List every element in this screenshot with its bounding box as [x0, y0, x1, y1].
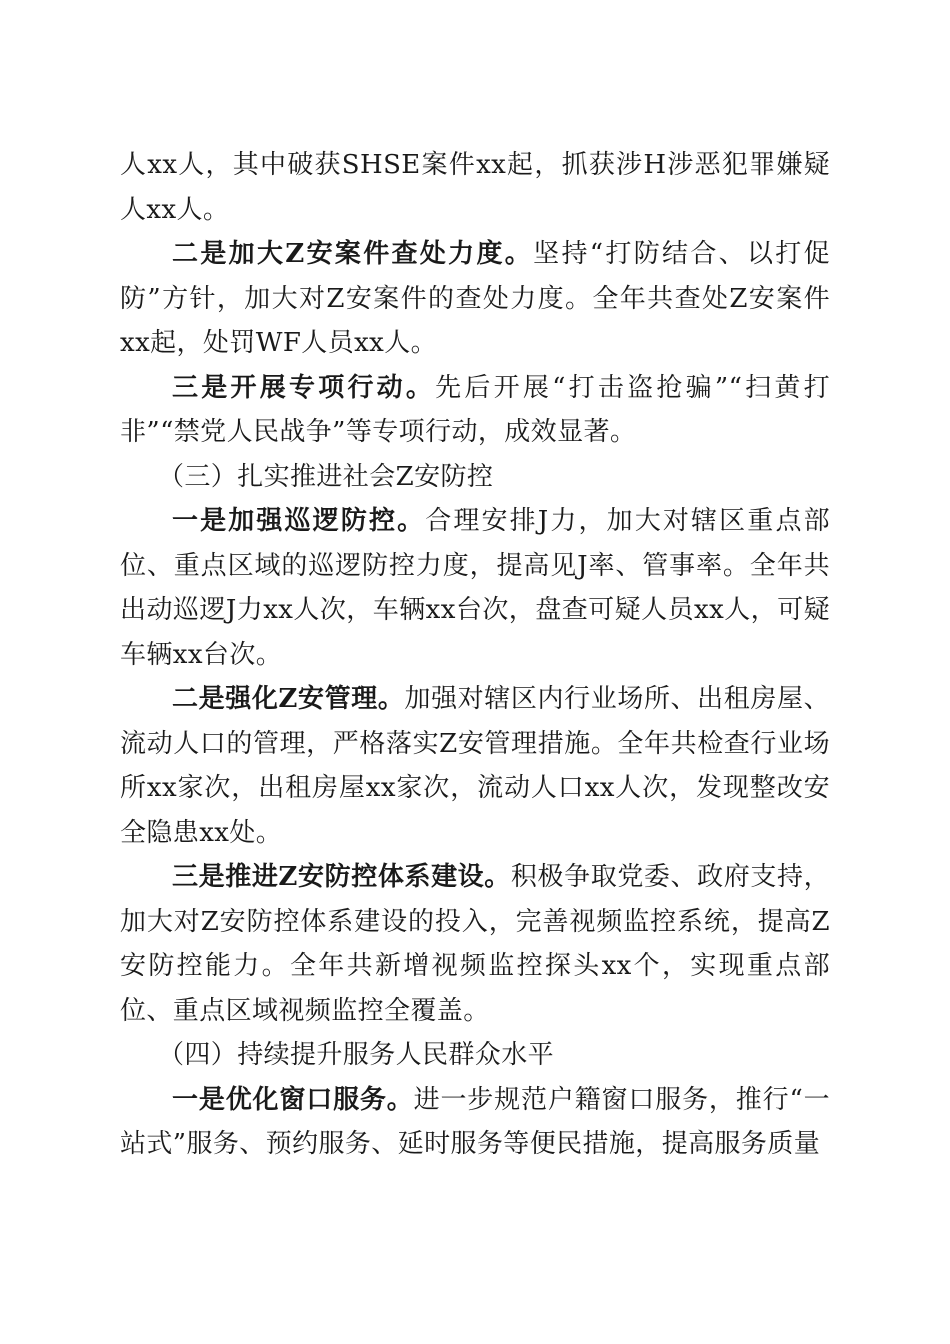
paragraph-text: 积极争取党委、政府支持，加大对Z安防控体系建设的投入，完善视频监控系统，提高Z安防控能力。全年共新增视频监控探头xx个，实现重点部位、重点区域视频监控全覆盖。	[120, 862, 830, 1026]
paragraph	[120, 1078, 830, 1167]
paragraph	[120, 366, 830, 455]
paragraph-text: 人xx人，其中破获SHSE案件xx起，抓获涉H涉恶犯罪嫌疑人xx人。	[120, 150, 830, 225]
document-page	[120, 143, 830, 1167]
section-heading: （三）扎实推进社会Z安防控	[158, 461, 494, 492]
paragraph-text: 加强对辖区内行业场所、出租房屋、流动人口的管理，严格落实Z安管理措施。全年共检查行业场所xx家次，出租房屋xx家次，流动人口xx人次，发现整改安全隐患xx处。	[120, 684, 830, 848]
paragraph-lead: 二是强化Z安管理。	[172, 684, 405, 714]
paragraph-lead: 三是开展专项行动。	[172, 372, 436, 403]
section-heading: （四）持续提升服务人民群众水平	[158, 1040, 555, 1070]
paragraph-text: 坚持“打防结合、以打促防”方针，加大对Z安案件的查处力度。全年共查处Z安案件xx起，处罚WF人员xx人。	[120, 239, 830, 358]
paragraph-lead: 一是优化窗口服务。	[172, 1084, 414, 1115]
paragraph-text: 合理安排J力，加大对辖区重点部位、重点区域的巡逻防控力度，提高见J率、管事率。全年共出动巡逻J力xx人次，车辆xx台次，盘查可疑人员xx人，可疑车辆xx台次。	[120, 506, 830, 670]
paragraph-lead: 一是加强巡逻防控。	[172, 506, 426, 536]
paragraph	[120, 677, 830, 855]
paragraph-text: 进一步规范户籍窗口服务，推行“一站式”服务、预约服务、延时服务等便民措施，提高服务质量	[120, 1084, 830, 1159]
paragraph	[120, 232, 830, 366]
paragraph-continuation	[120, 143, 830, 232]
paragraph	[120, 499, 830, 677]
paragraph-lead: 三是推进Z安防控体系建设。	[172, 862, 511, 892]
paragraph	[120, 855, 830, 1033]
paragraph-lead: 二是加大Z安案件查处力度。	[172, 239, 534, 269]
paragraph-text: 先后开展“打击盗抢骗”“扫黄打非”“禁党人民战争”等专项行动，成效显著。	[120, 372, 830, 447]
